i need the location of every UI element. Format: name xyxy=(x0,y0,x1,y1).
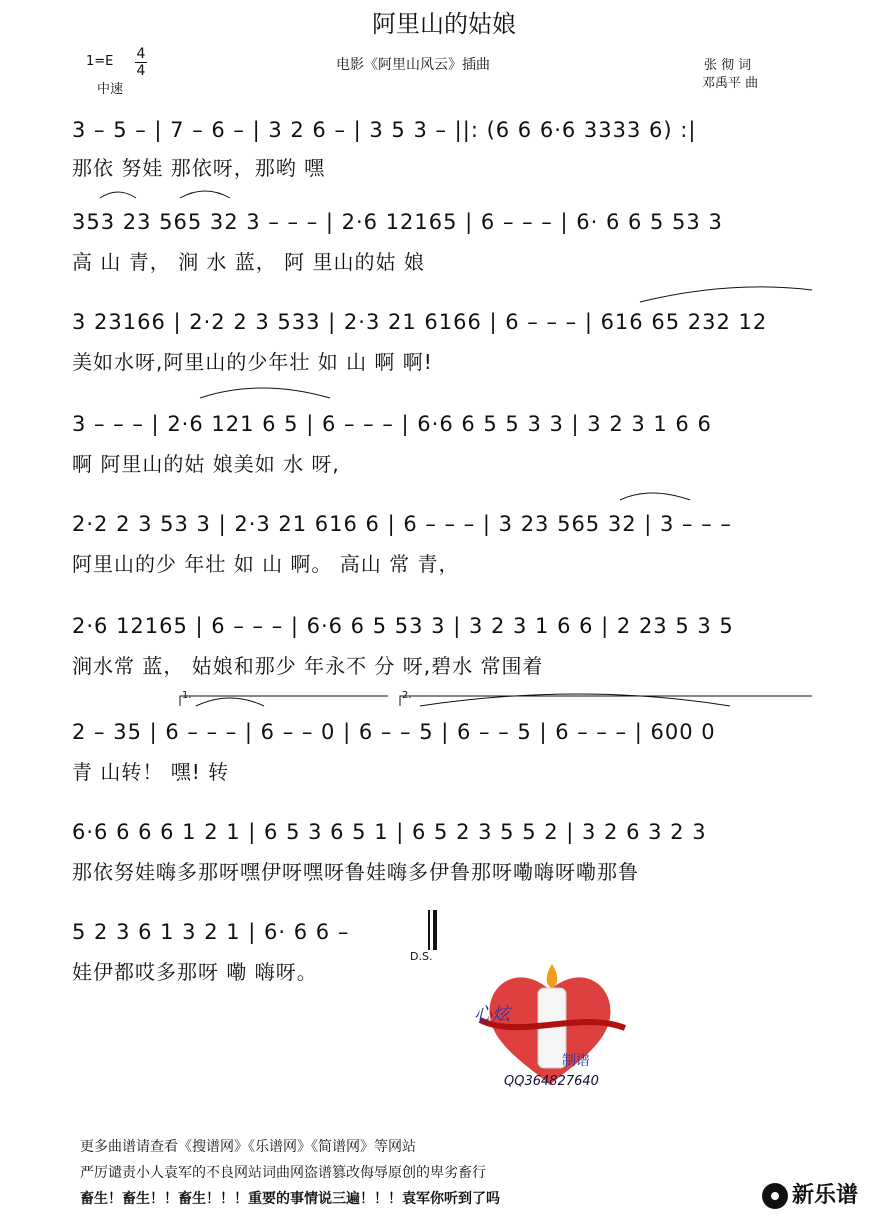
final-barline-thick xyxy=(433,910,437,950)
lyrics-line-7: 青 山转！ 嘿! 转 xyxy=(72,760,230,784)
score-row-4 xyxy=(72,398,816,446)
disc-icon xyxy=(762,1183,788,1209)
slur xyxy=(196,698,264,706)
score-row-9 xyxy=(72,906,452,954)
notation-line: 2 – 35 | 6 – – – | 6 – – 0 | 6 – – 5 | 6 – – 5 | 6 – – – | 600 0 xyxy=(72,720,716,744)
time-signature-bottom: 4 xyxy=(136,63,146,79)
lyrics-line-1: 那依 努娃 那依呀，那哟 嘿 xyxy=(72,156,326,180)
notation-line: 3 – 5 – | 7 – 6 – | 3 2 6 – | 3 5 3 – ||: (6 6 6·6 3333 6) :| xyxy=(72,118,697,142)
logo-label: 制谱 xyxy=(562,1053,590,1069)
score-row-2 xyxy=(72,196,816,244)
tempo-marking: 中速 xyxy=(97,82,124,97)
notation-line: 2·2 2 3 53 3 | 2·3 21 616 6 | 6 – – – | 3 23 565 32 | 3 – – – xyxy=(72,512,732,536)
composer-credit: 邓禹平 曲 xyxy=(702,76,759,91)
lyrics-line-4: 啊 阿里山的姑 娘美如 水 呀, xyxy=(72,452,340,476)
volta-1-label: 1. xyxy=(182,690,192,701)
lyrics-line-3: 美如水呀,阿里山的少年壮 如 山 啊 啊! xyxy=(72,350,433,374)
brand-watermark xyxy=(762,1178,858,1209)
dal-segno-marking: D.S. xyxy=(410,950,433,963)
score-row-6 xyxy=(72,600,816,648)
logo-script-text: 心炫 xyxy=(474,1004,510,1025)
notation-line: 6·6 6 6 6 1 2 1 | 6 5 3 6 5 1 | 6 5 2 3 5 5 2 | 3 2 6 3 2 3 xyxy=(72,820,707,844)
final-barline-thin xyxy=(428,910,430,950)
volta-bracket-1 xyxy=(180,696,388,706)
time-signature-top: 4 xyxy=(136,46,146,62)
notation-line: 2·6 12165 | 6 – – – | 6·6 6 5 53 3 | 3 2 3 1 6 6 | 2 23 5 3 5 xyxy=(72,614,734,638)
volta-2-label: 2. xyxy=(402,690,412,701)
score-row-5 xyxy=(72,498,816,546)
song-title: 阿里山的姑娘 xyxy=(372,10,516,38)
key-signature: 1=E xyxy=(86,54,114,69)
brand-name: 新乐谱 xyxy=(792,1183,859,1208)
score-row-8 xyxy=(72,806,816,854)
time-signature xyxy=(135,46,147,79)
score-row-1 xyxy=(72,104,816,152)
lyrics-line-6: 涧水常 蓝， 姑娘和那少 年永不 分 呀,碧水 常围着 xyxy=(72,654,544,678)
notation-line: 3 23166 | 2·2 2 3 533 | 2·3 21 6166 | 6 – – – | 616 65 232 12 xyxy=(72,310,768,334)
slur xyxy=(200,388,330,398)
notation-line: 353 23 565 32 3 – – – | 2·6 12165 | 6 – – – | 6· 6 6 5 53 3 xyxy=(72,210,723,234)
logo-qq-number: QQ364827640 xyxy=(504,1074,599,1089)
footer-line-3: 畜生！畜生！！畜生！！！重要的事情说三遍！！！袁军你听到了吗 xyxy=(80,1191,500,1207)
lyrics-line-2: 高 山 青， 涧 水 蓝， 阿 里山的姑 娘 xyxy=(72,250,425,274)
slur xyxy=(420,694,730,706)
notation-line: 3 – – – | 2·6 121 6 5 | 6 – – – | 6·6 6 5 5 3 3 | 3 2 3 1 6 6 xyxy=(72,412,712,436)
lyricist-credit: 张 彻 词 xyxy=(704,58,752,73)
song-subtitle: 电影《阿里山风云》插曲 xyxy=(336,57,490,73)
lyrics-line-5: 阿里山的少 年壮 如 山 啊。 高山 常 青， xyxy=(72,552,460,576)
footer-line-1: 更多曲谱请查看《搜谱网》《乐谱网》《简谱网》等网站 xyxy=(80,1139,416,1155)
volta-bracket-2 xyxy=(400,696,812,706)
notation-line: 5 2 3 6 1 3 2 1 | 6· 6 6 – xyxy=(72,920,350,944)
score-row-3 xyxy=(72,296,816,344)
lyrics-line-9: 娃伊都哎多那呀 嘞 嗨呀。 xyxy=(72,960,318,984)
lyrics-line-8: 那依努娃嗨多那呀嘿伊呀嘿呀鲁娃嗨多伊鲁那呀嘞嗨呀嘞那鲁 xyxy=(72,860,639,884)
score-row-7 xyxy=(72,706,816,754)
footer-line-2: 严厉谴责小人袁军的不良网站词曲网盗谱篡改侮辱原创的卑劣畜行 xyxy=(80,1165,486,1181)
candle-flame xyxy=(547,964,558,988)
